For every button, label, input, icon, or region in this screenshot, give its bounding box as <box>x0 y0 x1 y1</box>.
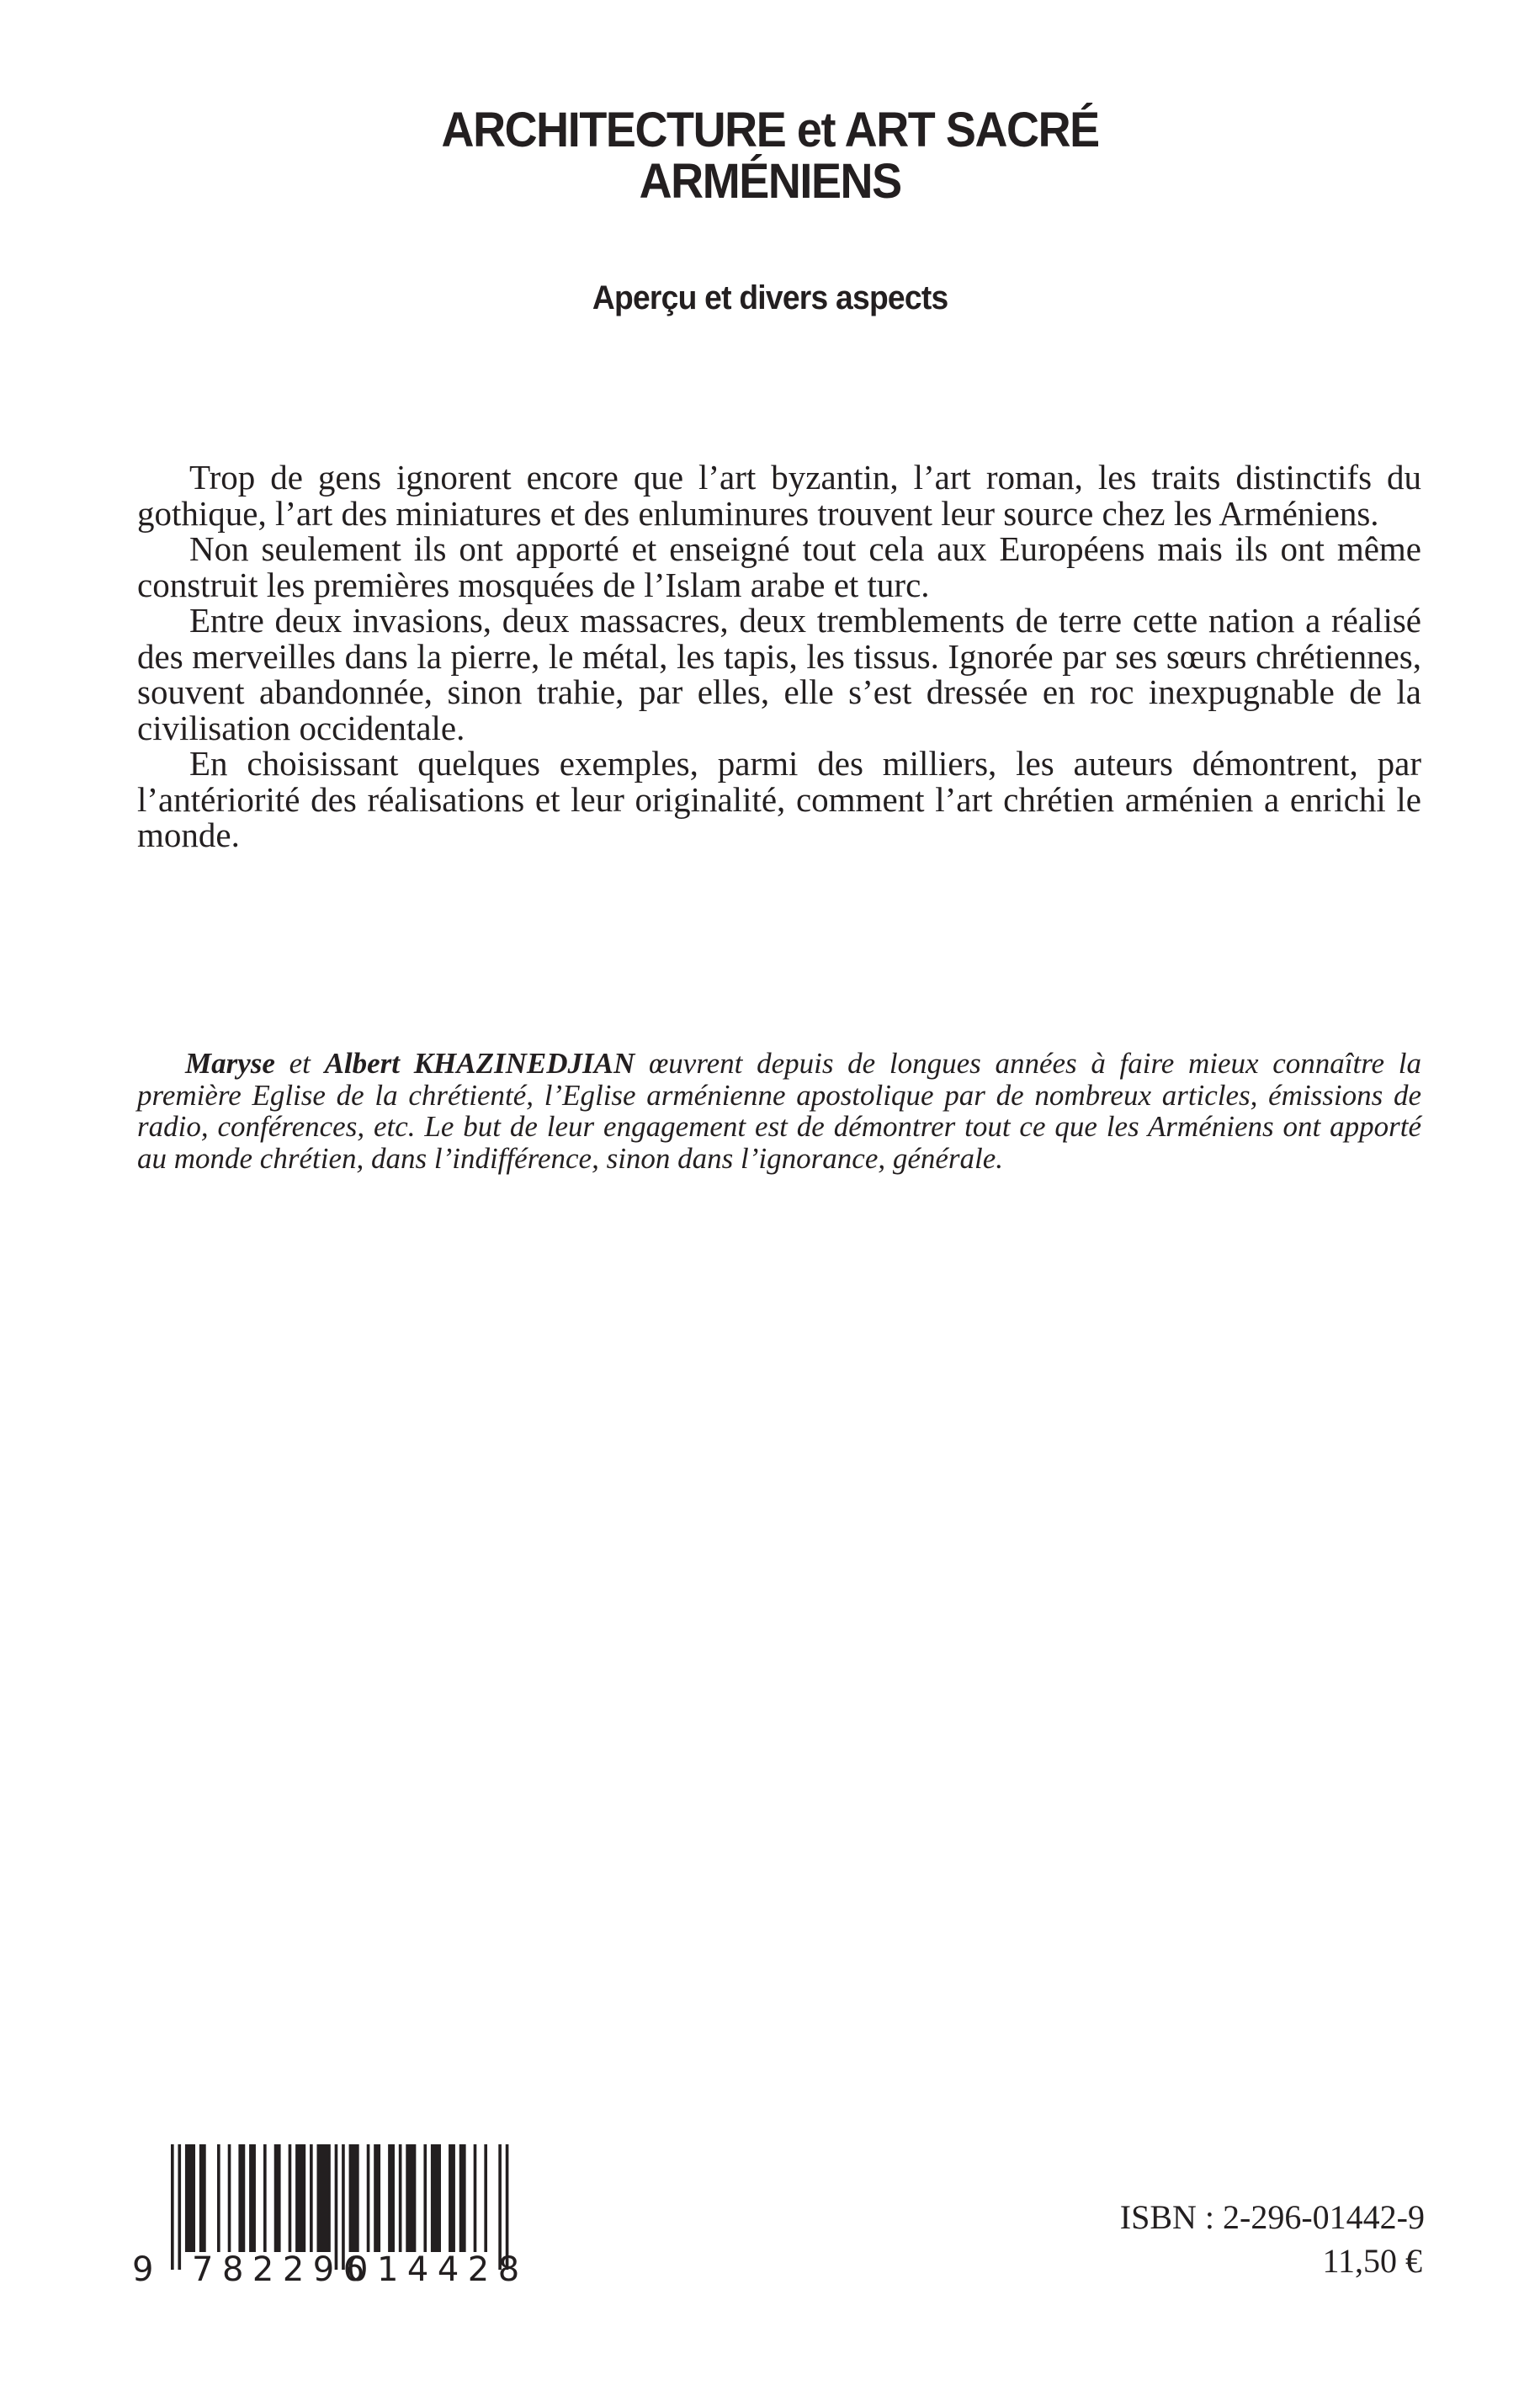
barcode-bar <box>289 2144 292 2252</box>
barcode-bar <box>431 2144 441 2252</box>
barcode-bar <box>295 2144 305 2252</box>
barcode-bar <box>274 2144 281 2252</box>
barcode-left-group: 782296 <box>192 2250 374 2289</box>
barcode-bar <box>310 2144 313 2252</box>
blurb <box>137 459 1421 853</box>
barcode-bar <box>388 2144 395 2252</box>
barcode-bar <box>185 2144 195 2252</box>
barcode-bar <box>474 2144 477 2252</box>
barcode-bar <box>249 2144 256 2252</box>
book-subtitle: Aperçu et divers aspects <box>592 279 948 316</box>
barcode-bar <box>484 2144 487 2252</box>
barcode-bar <box>399 2144 402 2252</box>
barcode-bar <box>316 2144 330 2252</box>
barcode-bar <box>449 2144 455 2252</box>
barcode-bar <box>199 2144 206 2252</box>
barcode-bar <box>349 2144 359 2252</box>
barcode-bar <box>459 2144 466 2252</box>
author-bio-paragraph <box>137 1048 1421 1174</box>
isbn-label: ISBN : 2-296-01442-9 <box>1119 2198 1425 2236</box>
price-label: 11,50 € <box>1322 2242 1422 2280</box>
barcode-right-group: 014428 <box>347 2250 528 2289</box>
barcode-bar <box>406 2144 416 2252</box>
blurb-paragraph-1: Trop de gens ignorent encore que l’art byzantin, l’art roman, les traits distinctifs du gothique, l’art des miniatures et des enluminures trouvent leur source chez les Arméniens. <box>137 458 1421 533</box>
blurb-paragraph-3: Entre deux invasions, deux massacres, deux tremblements de terre cette nation a réalisé des merveilles dans la pierre, le métal, les tapis, les tissus. Ignorée par ses sœurs chrétiennes, souvent abandonnée, sinon trahie, par elles, elle s’est dressée en roc inexpugnable de la civilisation occidentale. <box>137 601 1421 747</box>
author-name-1: Maryse <box>185 1047 275 1080</box>
barcode-bar <box>238 2144 245 2252</box>
barcode-bar <box>367 2144 370 2252</box>
barcode-digits <box>126 2250 528 2292</box>
author-name-2: Albert KHAZINEDJIAN <box>324 1047 635 1080</box>
author-conjunction: et <box>274 1047 325 1080</box>
blurb-paragraph-2: Non seulement ils ont apporté et enseigné tout cela aux Européens mais ils ont même construit les premières mosquées de l’Islam arabe et turc. <box>137 529 1421 604</box>
author-bio <box>137 1048 1421 1174</box>
barcode-bar <box>217 2144 220 2252</box>
barcode-bar <box>374 2144 380 2252</box>
barcode-bar <box>263 2144 267 2252</box>
barcode-first-digit: 9 <box>132 2250 162 2289</box>
title-line-2: ARMÉNIENS <box>639 154 901 209</box>
book-title <box>54 104 1486 207</box>
title-line-1: ARCHITECTURE et ART SACRÉ <box>441 103 1099 157</box>
barcode-bar <box>423 2144 427 2252</box>
barcode-bar <box>228 2144 231 2252</box>
blurb-paragraph-4: En choisissant quelques exemples, parmi des milliers, les auteurs démontrent, par l’antériorité des réalisations et leur originalité, comment l’art chrétien arménien a enrichi le monde. <box>137 744 1421 854</box>
author-bio-text: œuvrent depuis de longues années à faire mieux connaître la première Eglise de la chrétienté, l’Eglise arménienne apostolique par de nombreux articles, émissions de radio, conférences, etc. Le but de leur engagement est de démontrer tout ce que les Arméniens ont apporté au monde chrétien, dans l’indifférence, sinon dans l’ignorance, générale. <box>137 1047 1421 1175</box>
